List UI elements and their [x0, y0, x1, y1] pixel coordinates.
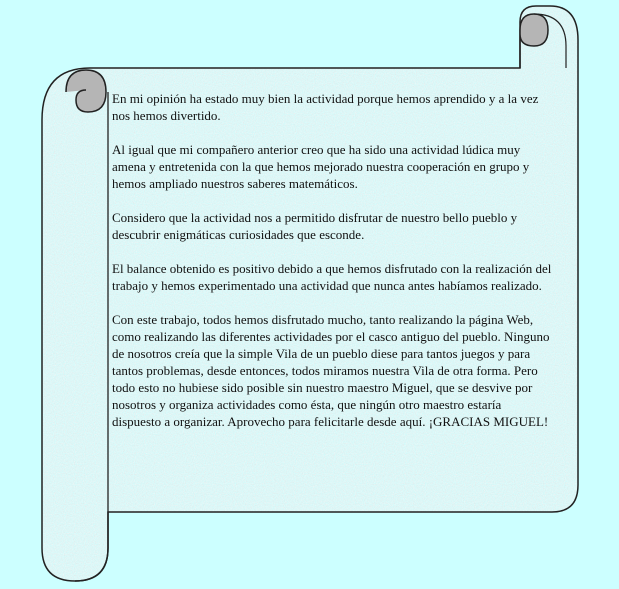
- paragraph-3: Considero que la actividad nos a permitido disfrutar de nuestro bello pueblo y descubrir enigmáticas curiosidades que esconde.: [112, 210, 518, 242]
- scroll-text: [112, 90, 552, 430]
- paragraph-1: En mi opinión ha estado muy bien la actividad porque hemos aprendido y a la vez nos hemos divertido.: [112, 91, 539, 123]
- paragraph-5: Con este trabajo, todos hemos disfrutado mucho, tanto realizando la página Web, como realizando las diferentes actividades por el casco antiguo del pueblo. Ninguno de nosotros creía que la simple Vila de un pueblo diese para tantos juegos y para tantos problemas, desde entonces, todos miramos nuestra Vila de otra forma. Pero todo esto no hubiese sido posible sin nuestro maestro Miguel, que se desvive por nosotros y organiza actividades como ésta, que ningún otro maestro estaría dispuesto a organizar. Aprovecho para felicitarle desde aquí. ¡GRACIAS MIGUEL!: [112, 312, 550, 429]
- paragraph-4: El balance obtenido es positivo debido a que hemos disfrutado con la realización del trabajo y hemos experimentado una actividad que nunca antes habíamos realizado.: [112, 261, 552, 293]
- paragraph-2: Al igual que mi compañero anterior creo que ha sido una actividad lúdica muy amena y entretenida con la que hemos mejorado nuestra cooperación en grupo y hemos ampliado nuestros saberes matemáticos.: [112, 142, 530, 191]
